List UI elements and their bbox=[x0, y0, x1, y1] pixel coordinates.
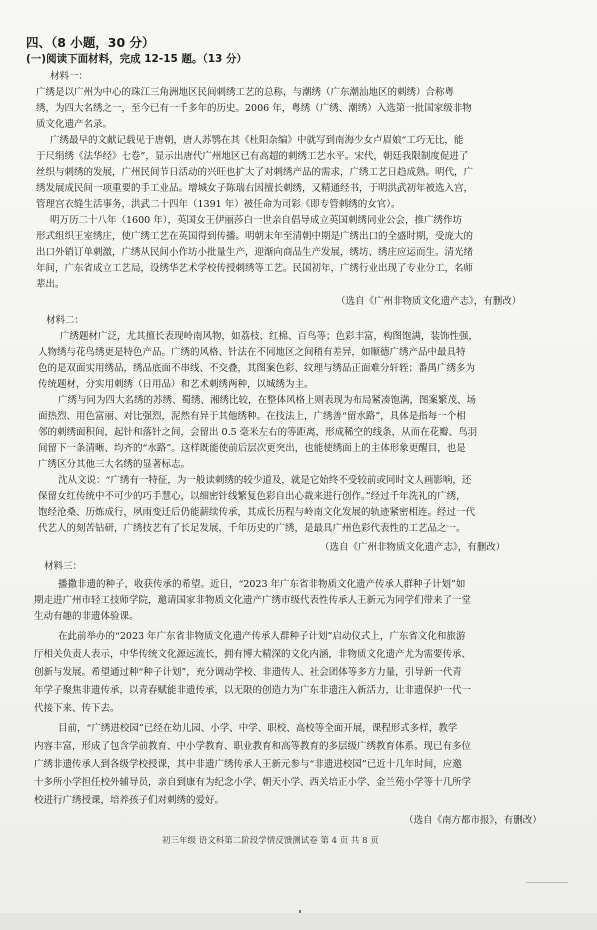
material2-source: （选自《广州非物质文化遗产志》，有删改） bbox=[320, 542, 506, 553]
text-line: 面热烈、用色富丽、对比强烈，泥然有异于其他绣种。在技法上，广绣善“留水路”，具体是指每一个相 bbox=[38, 411, 466, 422]
text-line: 十多所小学担任校外辅导员，亲自到康有为纪念小学、朝天小学、西关培正小学、金兰苑小学等十几所学 bbox=[34, 777, 472, 788]
text-line: 绣发展成民间一项重要的手工业品。增城女子陈瑞右因擅长刺绣，又精通经书，于明洪武初年被选入宫， bbox=[36, 183, 474, 194]
text-line: 保留女红传统中不可少的巧手慧心，以细密针线繁复色彩自出心裁来进行创作。”经过千年洗礼的广绣， bbox=[38, 491, 466, 502]
text-line: 辈出。 bbox=[36, 279, 65, 290]
text-line: 广绣是以广州为中心的珠江三角洲地区民间刺绣工艺的总称，与潮绣（广东潮汕地区的刺绣）合称粤 bbox=[36, 87, 455, 98]
text-line: 内容丰富，形成了包含学前教育、中小学教育、职业教育和高等教育的多层级广绣教育体系。现已有多位 bbox=[34, 741, 472, 752]
text-line: 形式组织王室绣庄，使广绣工艺在英国得到传播。明朝末年至清朝中期是广绣出口的全盛时期，受庞大的 bbox=[36, 231, 474, 242]
text-line: 年学子聚焦非遗传承，以青春赋能非遗传承，以无限的创造力为广东非遗注入新活力，让非遗保护一代一 bbox=[34, 685, 472, 696]
text-line: 邻的刺绣面积间，起针和落针之间，会留出 0.5 毫米左右的等距离，形成稀空的线条，从而在花瓣、鸟羽 bbox=[38, 427, 478, 438]
page-footer: 初三年级 语文科第二阶段学情反馈测试卷 第 4 页 共 8 页 bbox=[162, 836, 379, 846]
text-line: 校进行广绣授课，培养孩子们对刺绣的爱好。 bbox=[34, 795, 225, 806]
text-line: 广绣题材广泛，尤其擅长表现岭南风物，如荔枝、红棉、百鸟等；色彩丰富，构图饱满，装饰性强， bbox=[60, 331, 479, 342]
text-line: 广绣非遗传承人到各级学校授课，其中非遗广绣传承人王新元参与“非遗进校园”已近十几年时间，应邀 bbox=[34, 759, 462, 770]
text-line: 在此前举办的“2023 年广东省非物质文化遗产传承人群种子计划”启动仪式上，广东省文化和旅游 bbox=[58, 631, 466, 642]
text-line: 生动有趣的非遗体验课。 bbox=[34, 611, 139, 622]
text-line: 人物绣与花鸟绣更是特色产品。广绣的风格、针法在不同地区之间稍有差异，如顺德广绣产品中最具特 bbox=[38, 347, 466, 358]
text-line: 绣，为四大名绣之一，至今已有一千多年的历史。2006 年，粤绣（广绣、潮绣）入选第一批国家级非物 bbox=[36, 103, 472, 114]
text-line: 质文化遗产名录。 bbox=[36, 119, 113, 130]
text-line: 传统题材，分实用刺绣（日用品）和艺术刺绣两种，以城绣为主。 bbox=[38, 379, 314, 390]
material2-label: 材料二： bbox=[46, 315, 85, 326]
text-line: 播撒非遗的种子，收获传承的希望。近日，“2023 年广东省非物质文化遗产传承人群种子计划”如 bbox=[58, 579, 466, 590]
material1-source: （选自《广州非物质文化遗产志》，有删改） bbox=[336, 296, 522, 307]
text-line: 广绣与同为四大名绣的苏绣、蜀绣、湘绣比较，在整体风格上则表现为布局紧凑饱满，图案繁茂、场 bbox=[58, 395, 477, 406]
section-subheading: (一)阅读下面材料，完成 12-15 题。（13 分） bbox=[26, 53, 248, 65]
text-line: 期走进广州市轻工技师学院，邀请国家非物质文化遗产广绣市级代表性传承人王新元为同学们带来了一堂 bbox=[34, 595, 472, 606]
material3-source: （选自《南方都市报》，有删改） bbox=[404, 815, 542, 826]
text-line: 于尺绢绣《法华经》七卷”，显示出唐代广州地区已有高超的刺绣工艺水平。宋代，朝廷我限制度促进了 bbox=[36, 151, 469, 162]
text-line: 饱经沧桑、历炼成行，夙雨变迁后仍能薪续传承，其成长历程与岭南文化发展的轨迹紧密相连。经过一代 bbox=[38, 507, 476, 518]
scanner-bottom-strip bbox=[0, 913, 597, 930]
text-line: 代接下来、传下去。 bbox=[34, 703, 120, 714]
scan-mark bbox=[526, 882, 568, 883]
material1-label: 材料一： bbox=[50, 71, 89, 82]
text-line: 丝织与刺绣的发展，广州民间节日活动的兴旺也扩大了对刺绣产品的需求，广绣工艺日趋成熟。明代，广 bbox=[36, 167, 474, 178]
text-line: 间留下一条清晰、均齐的“水路”。这样既能使前后层次更突出，也能使绣面上的主体形象更醒目，也是 bbox=[38, 443, 466, 454]
text-line: 明万历二十八年（1600 年），英国女王伊丽莎白一世亲自倡导成立英国刺绣同业公会，推广绣作坊 bbox=[50, 215, 462, 226]
text-line: 广绣最早的文献记载见于唐朝，唐人苏鹗在其《杜阳杂编》中就写到南海少女卢眉娘“工巧无比，能 bbox=[50, 135, 464, 146]
section-heading: 四、（8 小题，30 分） bbox=[26, 35, 155, 50]
text-line: 色的是双面实用绣品，绣品底面不串线、不交叠，其图案色彩、纹理与绣品正面难分轩轾；番禺广绣多为 bbox=[38, 363, 476, 374]
text-line: 年间，广东省成立工艺局，设绣华艺术学校传授刺绣等工艺。民国初年，广绣行业出现了专业分工，名师 bbox=[36, 263, 474, 274]
text-line: 厅相关负责人表示，中华传统文化源远流长，拥有博大精深的文化内涵，非物质文化遗产尤为需要传承、 bbox=[34, 649, 472, 660]
text-line: 代艺人的刻苦钻研，广绣技艺有了长足发展，千年历史的广绣，是最具广州色彩代表性的工艺品之一。 bbox=[38, 523, 466, 534]
text-line: 出口外销订单刺激，广绣从民间小作坊小批量生产，迎渐向商品生产发展，绣坊、绣庄应运而生。清光绪 bbox=[36, 247, 474, 258]
text-line: 沈从文说：“广绣有一特征，为一般读刺绣的较少道及，就是它始终不受较前或同时文人画影响，还 bbox=[58, 475, 472, 486]
text-line: 创新与发展。希望通过种“种子计划”，充分调动学校、非遗传人、社会团体等多方力量，引导新一代青 bbox=[34, 667, 462, 678]
text-line: 管理宫衣缝生活事务，洪武二十四年（1391 年）被任命为司彩《即专管刺绣的女官）。 bbox=[36, 199, 401, 210]
text-line: 广绣区分其他三大名绣的显著标志。 bbox=[38, 459, 191, 470]
material3-label: 材料三： bbox=[44, 561, 83, 572]
text-line: 目前，“广绣进校园”已经在幼儿园、小学、中学、职校、高校等全面开展，课程形式多样，教学 bbox=[58, 723, 458, 734]
